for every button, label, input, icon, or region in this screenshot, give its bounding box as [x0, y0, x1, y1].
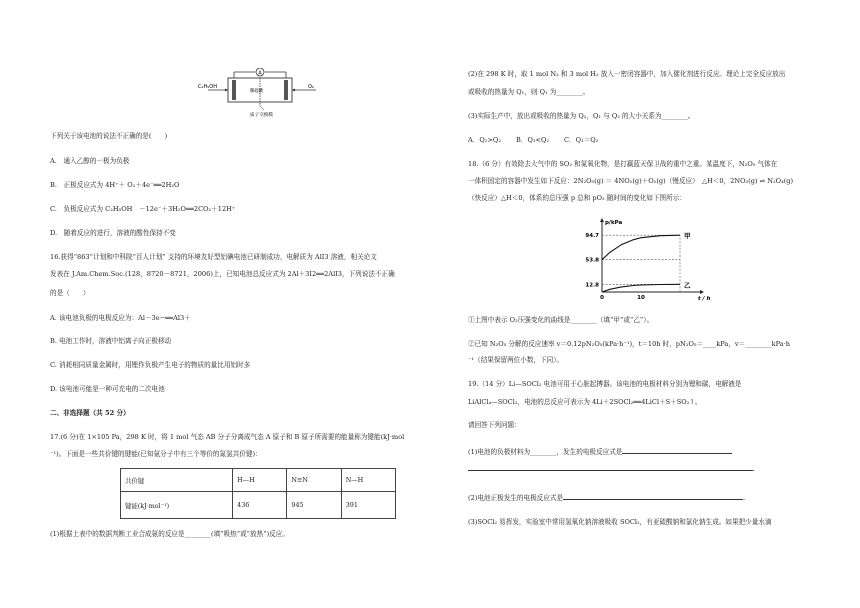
pressure-time-chart [576, 218, 716, 304]
q16-option-b: B. 电池工作时，溶液中铝离子向正极移动 [50, 337, 172, 345]
y-tick-label: 53.8 [585, 257, 599, 264]
q15-option-b: B. 正极反应式为 4H⁺＋ O₂＋4e⁻══2H₂O [50, 181, 180, 189]
table-cell: H—H [233, 469, 287, 492]
q18-part-1: ①上图中表示 O₂压强变化的曲线是________（填“甲”或“乙”）。 [468, 316, 654, 324]
answer-blank [563, 491, 743, 500]
table-cell: 945 [287, 492, 341, 519]
q18-line-1: 18.（6 分）有效除去大气中的 SO₂ 和氮氧化物，是打赢蓝天保卫战的重中之重。某温度下，N₂O₅ 气体在 [468, 160, 778, 168]
q17-part-3-option-b: B．Q₁<Q₂ [516, 136, 550, 144]
q16-line-2: 发表在 J.Am.Chem.Soc.(128，8720－8721，2006)上，已知电池总反应式为 2Al＋3I2══2AlI3，下列说法不正确 [50, 270, 395, 278]
x-axis-arrow [700, 290, 704, 294]
q19-part-1-cont: . [468, 462, 755, 474]
electrolyte-label: 稀硫酸 [250, 89, 264, 94]
x-tick-label: 0 [600, 295, 604, 301]
q17-part-2-line-2: 或吸收的热量为 Q₁，则 Q₁ 为________。 [468, 88, 590, 96]
q16-option-d: D. 该电池可能是一种可充电的二次电池 [50, 385, 165, 393]
q17-part-2-line-1: (2)在 298 K 时，取 1 mol N₂ 和 3 mol H₂ 放入一密闭容器中，加入催化剂进行反应。理论上完全反应放出 [468, 70, 786, 78]
answer-blank [622, 445, 732, 454]
table-cell: 436 [233, 492, 287, 519]
q18-part-2-line-2: ⁻¹（结果保留两位小数，下同）。 [468, 356, 564, 364]
q19-part-1 [468, 445, 732, 457]
ethanol-inlet-label: C₂H₅OH [198, 84, 217, 90]
q17-part-3-option-a: A．Q₁>Q₂ [468, 136, 501, 144]
anode-plate [232, 80, 236, 100]
table-row-label: 共价键 [121, 469, 233, 492]
q19-part-2: (2)电池正极发生的电极反应式是 . [468, 491, 745, 503]
q16-option-c: C. 消耗相同质量金属时，用锂作负极产生电子的物质的量比用铝时多 [50, 361, 251, 369]
q15-option-c: C. 负极反应式为 C₂H₅OH －12e⁻＋3H₂O══2CO₂＋12H⁺ [50, 205, 236, 213]
ammeter-label: A [258, 70, 262, 77]
y-axis-label: p/kPa [605, 220, 623, 226]
series-line-jia [602, 235, 680, 260]
q15-stem: 下列关于该电池的说法不正确的是( ) [50, 132, 168, 140]
series-label: 甲 [684, 232, 691, 241]
q17-line-1: 17.(6 分)在 1×105 Pa，298 K 时，将 1 mol 气态 AB 分子分离成气态 A 原子和 B 原子所需要的能量称为键能(kJ·mol [50, 433, 405, 441]
q17-part-1: (1)根据上表中的数据判断工业合成氨的反应是________(填“吸热”或“放热”)反应。 [50, 530, 289, 538]
table-cell: N≡N [287, 469, 341, 492]
q16-option-a: A. 该电池负极的电极反应为：Al－3e−══Al3＋ [50, 314, 191, 322]
q16-line-1: 16.获得“863”计划和中科院“百人计划” 支持的环境友好型铝碘电池已研制成功，电解质为 AlI3 溶液，相关论文 [50, 253, 377, 261]
q16-line-3: 的是（ ） [50, 289, 90, 297]
y-axis-arrow [600, 218, 604, 222]
q18-line-3: （快反应）△H＜0，体系的总压强 p 总和 pO₂ 随时间的变化如下图所示： [468, 194, 686, 202]
membrane-label: 质子交换膜 [250, 113, 273, 118]
x-axis-label: t / h [698, 296, 711, 302]
q17-line-2: ⁻¹)。下面是一些共价键的键能(已知氨分子中有三个等价的氮氢共价键)： [50, 450, 262, 458]
table-row [121, 469, 396, 492]
fuel-cell-diagram [198, 68, 328, 120]
q15-option-a: A. 通入乙醇的一极为负极 [50, 157, 130, 165]
q19-prompt: 请回答下列问题： [468, 421, 521, 429]
q19-part-1-text: (1)电池的负极材料为________，发生的电极反应式是 [468, 448, 623, 456]
q15-option-d: D. 随着反应的进行，溶液的酸性保持不变 [50, 229, 176, 237]
bond-energy-table [120, 468, 396, 519]
q19-line-1: 19.（14 分）Li—SOCl₂ 电池可用于心脏起搏器。该电池的电极材料分别为锂和碳，电解液是 [468, 380, 742, 388]
q19-part-3: (3)SOCl₂ 易挥发，实验室中常用氢氧化钠溶液吸收 SOCl₂，有亚硫酸钠和氯化钠生成。如果把少量水滴 [468, 518, 772, 526]
cathode-plate [284, 80, 288, 100]
section-heading: 二、非选择题（共 52 分） [50, 409, 130, 417]
series-line-yi [602, 284, 680, 292]
table-cell: 391 [341, 492, 395, 519]
x-tick-label: 10 [637, 295, 645, 301]
q18-part-2-line-1: ②已知 N₂O₅ 分解的反应速率 v＝0.12pN₂O₅(kPa·h⁻¹)，t＝10h 时，pN₂O₅＝____kPa，v＝________kPa·h [468, 340, 791, 348]
oxygen-inlet-label: O₂ [308, 84, 314, 90]
y-tick-label: 94.7 [585, 233, 599, 240]
table-cell: N—H [341, 469, 395, 492]
q19-part-2-text: (2)电池正极发生的电极反应式是 [468, 494, 564, 502]
q18-line-2: 一体积固定的容器中发生如下反应：2N₂O₅(g) ＝ 4NO₂(g)＋O₂(g)（慢反应） △H＜0，2NO₂(g) ⇌ N₂O₄(g) [468, 177, 794, 185]
y-tick-label: 12.8 [585, 282, 599, 289]
table-row-label: 键能(kJ·mol⁻¹) [121, 492, 233, 519]
series-label: 乙 [684, 281, 691, 290]
q17-part-3: (3)实际生产中，放出或吸收的热量为 Q₂，Q₁ 与 Q₂ 的大小关系为________。 [468, 112, 695, 120]
answer-blank [468, 462, 753, 471]
q17-part-3-option-c: C．Q₁＝Q₂ [564, 136, 599, 144]
q19-line-2: LiAlCl₄—SOCl₂，电池的总反应可表示为 4Li＋2SOCl₂══4LiCl＋S＋SO₂↑。 [468, 398, 702, 406]
table-row [121, 492, 396, 519]
